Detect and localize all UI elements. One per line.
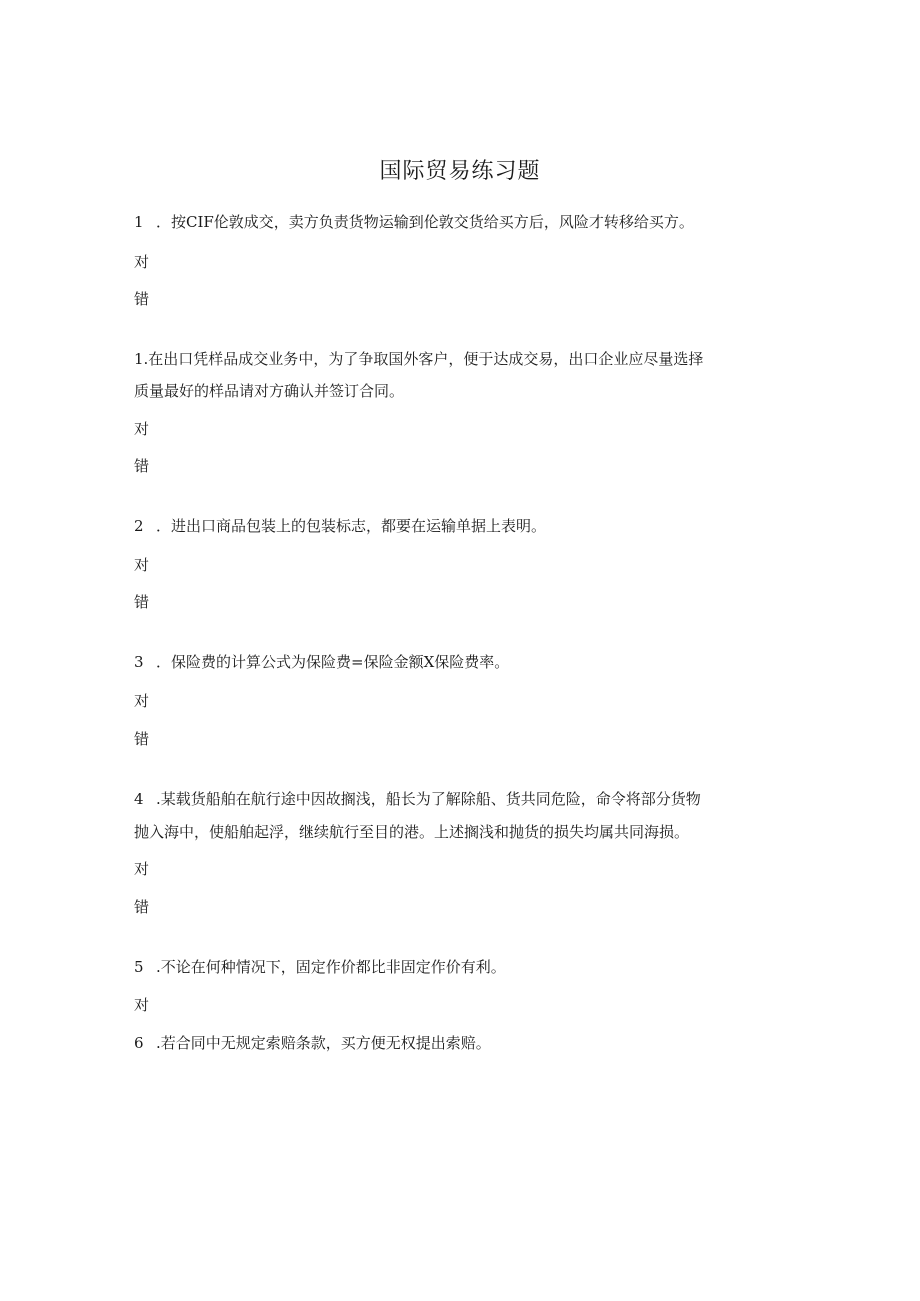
question-line: 1.在出口凭样品成交业务中，为了争取国外客户，便于达成交易，出口企业应尽量选择 — [134, 350, 704, 368]
option-true: 对 — [134, 556, 150, 574]
question-line: 抛入海中，使船舶起浮，继续航行至目的港。上述搁浅和抛货的损失均属共同海损。 — [134, 823, 690, 841]
question-number: 4 — [134, 790, 144, 808]
question-3-text — [134, 652, 794, 672]
option-true: 对 — [134, 692, 150, 710]
question-number: 1 — [134, 213, 144, 231]
option-false: 错 — [134, 898, 150, 916]
question-4-text-cont — [134, 822, 794, 842]
question-line: ．保险费的计算公式为保险费=保险金额X保险费率。 — [156, 653, 510, 671]
question-line: .某载货船舶在航行途中因故搁浅，船长为了解除船、货共同危险，命令将部分货物 — [156, 790, 701, 808]
question-number: 3 — [134, 653, 144, 671]
question-2-text — [134, 516, 794, 536]
option-true: 对 — [134, 860, 150, 878]
page-title: 国际贸易练习题 — [379, 159, 541, 184]
question-number: 5 — [134, 958, 144, 976]
question-number: 2 — [134, 517, 144, 535]
question-1b-text — [134, 349, 794, 369]
question-line: 质量最好的样品请对方确认并签订合同。 — [134, 382, 405, 400]
option-false: 错 — [134, 290, 150, 308]
option-false: 错 — [134, 730, 150, 748]
question-6-text — [134, 1033, 794, 1053]
question-line: .若合同中无规定索赔条款，买方便无权提出索赔。 — [156, 1034, 491, 1052]
question-line: ．按CIF伦敦成交，卖方负责货物运输到伦敦交货给买方后，风险才转移给买方。 — [156, 213, 694, 231]
question-1-text — [134, 212, 794, 232]
option-false: 错 — [134, 593, 150, 611]
question-line: .不论在何种情况下，固定作价都比非固定作价有利。 — [156, 958, 506, 976]
question-number: 6 — [134, 1034, 144, 1052]
question-4-text — [134, 789, 794, 809]
option-true: 对 — [134, 253, 150, 271]
question-line: ．进出口商品包装上的包装标志，都要在运输单据上表明。 — [156, 517, 547, 535]
question-5-text — [134, 957, 794, 977]
option-true: 对 — [134, 420, 150, 438]
option-false: 错 — [134, 457, 150, 475]
question-1b-text-cont — [134, 381, 794, 401]
option-true: 对 — [134, 996, 150, 1014]
